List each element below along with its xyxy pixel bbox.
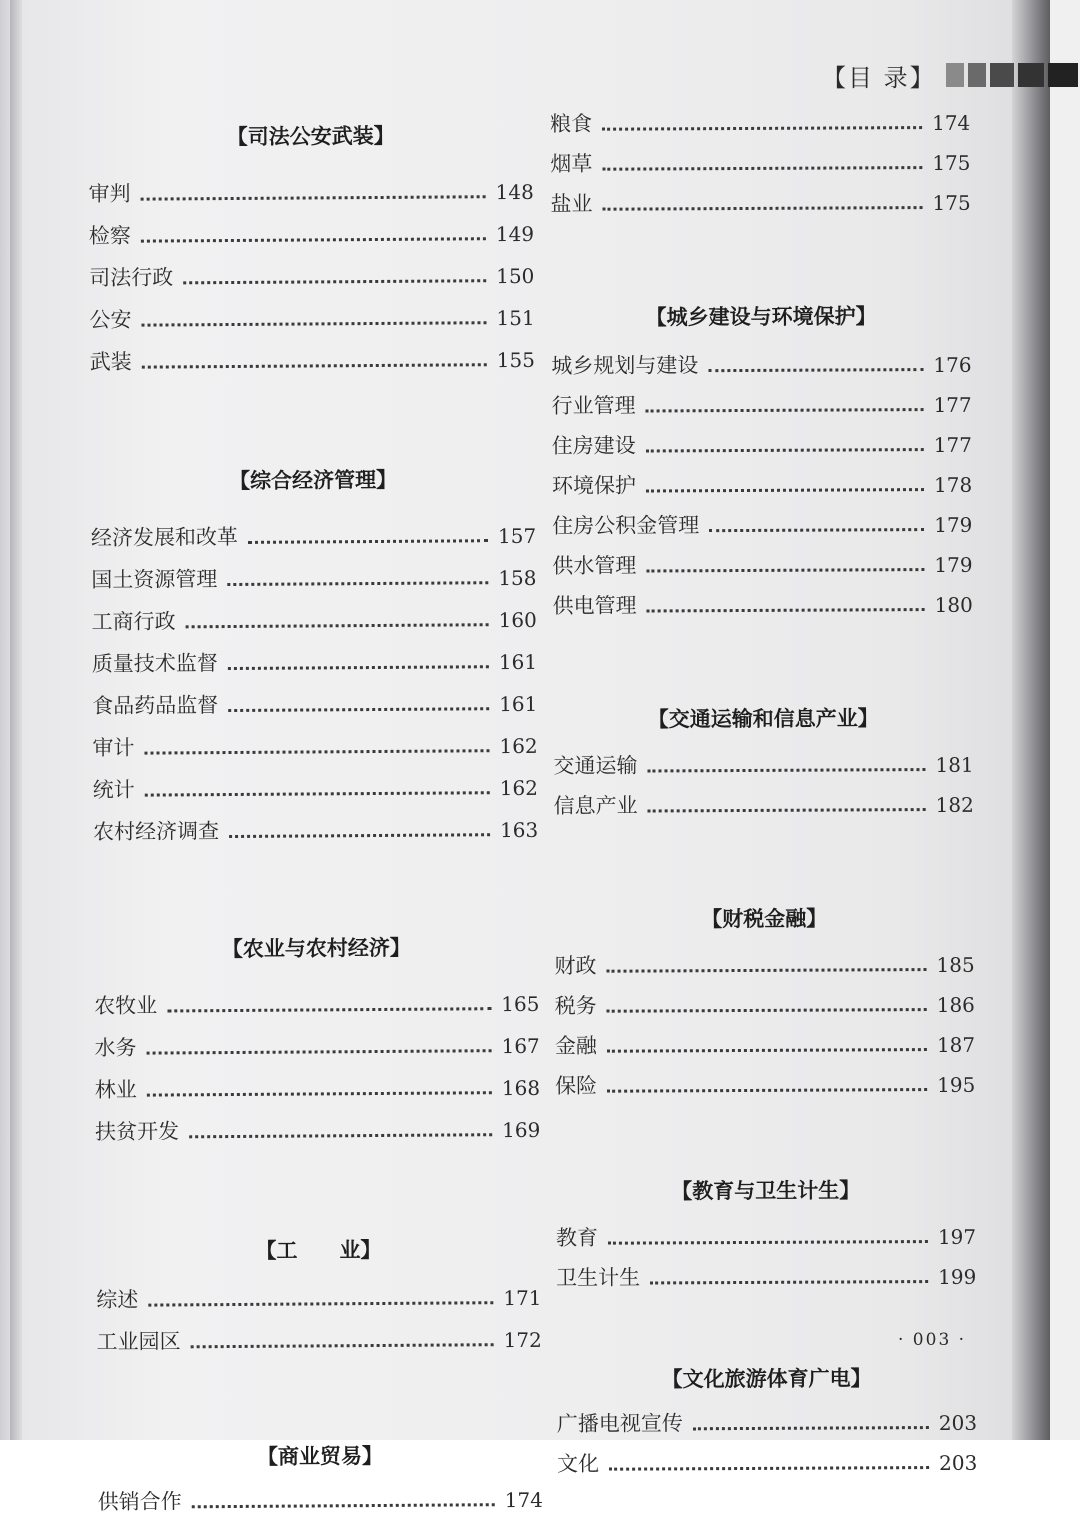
dot-leader [227,581,488,586]
toc-entry-label: 司法行政 [89,265,174,290]
toc-entry-label: 检察 [88,223,131,248]
toc-entry[interactable] [92,693,537,717]
toc-section [551,288,973,618]
toc-entry-page-number: 176 [933,352,972,377]
toc-entry-page-number: 186 [936,992,975,1017]
dot-leader [648,808,926,812]
toc-entry-label: 食品药品监督 [92,693,219,718]
dot-leader [141,195,486,200]
toc-entry-page-number: 148 [495,179,534,205]
toc-section [94,919,541,1144]
toc-entry-label: 扶贫开发 [95,1119,180,1144]
toc-entry[interactable] [89,223,534,247]
toc-entry[interactable] [98,1489,543,1513]
toc-entry-page-number: 165 [501,991,540,1017]
toc-entry-page-number: 168 [501,1075,541,1101]
dot-leader [147,1091,492,1096]
header-bar [990,63,1014,87]
toc-entry[interactable] [551,394,971,417]
toc-entry-label: 经济发展和改革 [90,524,239,550]
toc-section [550,108,971,216]
toc-entry-label: 审计 [92,735,135,760]
toc-entry[interactable] [89,265,534,289]
dot-leader [192,1503,495,1508]
toc-entry-page-number: 178 [933,472,973,497]
dot-leader [607,1048,927,1053]
toc-entry-label: 供销合作 [97,1489,182,1514]
header-bar [1048,63,1078,87]
dot-leader [228,707,489,712]
toc-entry[interactable] [552,554,972,577]
toc-section [556,1350,978,1476]
dot-leader [229,833,490,838]
toc-entry-page-number: 161 [499,691,538,717]
toc-entry[interactable] [556,1226,976,1249]
section-title: 【文化旅游体育广电】 [661,1366,872,1392]
dot-leader [144,749,489,754]
toc-entry[interactable] [552,434,972,457]
toc-entry-page-number: 175 [932,150,971,175]
toc-entry[interactable] [93,777,538,801]
toc-section [97,1427,543,1514]
toc-entry-label: 保险 [555,1073,598,1098]
toc-entry-label: 烟草 [550,151,593,176]
toc-entry[interactable] [553,754,973,777]
toc-entry-label: 文化 [557,1451,600,1476]
dot-leader [186,623,489,628]
dot-leader [248,539,488,544]
dot-leader [603,206,923,211]
page-header [822,58,1078,92]
dot-leader [607,1088,927,1093]
toc-entry-page-number: 180 [934,592,973,617]
toc-entry[interactable] [557,1412,977,1435]
toc-entry-label: 农牧业 [94,993,158,1018]
section-title: 【交通运输和信息产业】 [647,706,879,732]
toc-entry-page-number: 162 [499,775,539,801]
toc-entry-page-number: 163 [499,817,539,843]
toc-section [96,1221,542,1354]
toc-entry[interactable] [551,354,971,377]
dot-leader [646,568,924,572]
dot-leader [602,166,922,171]
toc-entry[interactable] [91,567,536,591]
toc-entry-page-number: 161 [498,649,538,675]
toc-entry[interactable] [550,112,970,135]
toc-section [88,107,536,374]
toc-entry-page-number: 174 [932,110,971,135]
toc-entry-label: 供水管理 [552,553,637,578]
header-title: 【目 录】 [822,63,936,92]
dot-leader [650,1280,928,1284]
toc-entry-label: 工商行政 [91,609,176,634]
section-title: 【商业贸易】 [256,1443,383,1469]
toc-section [553,690,974,818]
book-spine-shadow [1012,0,1050,1440]
toc-entry-page-number: 177 [933,392,972,417]
toc-entry-label: 广播电视宣传 [556,1411,683,1436]
toc-entry-page-number: 179 [934,512,973,537]
toc-entry-label: 综述 [96,1287,139,1312]
dot-leader [145,791,490,796]
toc-entry-label: 盐业 [550,191,593,216]
toc-entry-page-number: 157 [497,523,537,549]
dot-leader [646,408,924,412]
dot-leader [693,1426,929,1430]
dot-leader [142,363,487,368]
dot-leader [647,608,925,612]
toc-entry-page-number: 149 [495,221,535,247]
toc-entry-label: 城乡规划与建设 [551,353,699,378]
toc-entry[interactable] [91,525,536,549]
dot-leader [708,368,923,372]
dot-leader [141,321,486,326]
toc-entry-page-number: 150 [496,263,535,289]
toc-section [90,451,539,844]
toc-entry-label: 粮食 [550,111,593,136]
toc-entry-page-number: 167 [501,1033,540,1059]
toc-entry-page-number: 158 [498,565,537,591]
toc-entry-page-number: 203 [939,1450,978,1475]
toc-entry-page-number: 151 [496,305,535,331]
toc-entry[interactable] [94,1035,539,1059]
toc-entry[interactable] [89,307,534,331]
dot-leader [147,1049,492,1054]
toc-entry[interactable] [555,1074,975,1097]
toc-entry-label: 卫生计生 [556,1265,641,1290]
toc-entry-page-number: 155 [496,347,536,373]
toc-entry-page-number: 162 [499,733,538,759]
toc-entry-label: 行业管理 [551,393,636,418]
toc-entry-page-number: 179 [934,552,973,577]
toc-entry[interactable] [89,181,534,205]
toc-entry[interactable] [556,1266,976,1289]
toc-entry-label: 林业 [94,1077,137,1102]
toc-section [554,890,976,1098]
toc-entry-label: 环境保护 [551,473,637,498]
toc-entry-page-number: 174 [504,1487,543,1513]
toc-entry-label: 信息产业 [553,793,638,818]
toc-entry-page-number: 171 [503,1285,542,1311]
dot-leader [607,968,927,973]
dot-leader [602,126,922,131]
dot-leader [646,488,924,492]
toc-entry[interactable] [90,349,535,373]
toc-entry-label: 公安 [89,307,132,332]
dot-leader [167,1007,491,1012]
toc-entry[interactable] [96,1287,541,1311]
toc-entry[interactable] [92,735,537,759]
section-title: 【农业与农村经济】 [221,935,411,962]
toc-entry-label: 住房公积金管理 [552,513,700,538]
toc-entry-page-number: 182 [935,792,974,817]
toc-entry-page-number: 203 [938,1410,978,1435]
toc-entry-label: 供电管理 [552,593,637,618]
section-title: 【综合经济管理】 [229,467,398,494]
toc-entry[interactable] [553,594,973,617]
toc-entry-label: 住房建设 [551,433,636,458]
toc-entry-page-number: 199 [938,1264,977,1289]
dot-leader [647,768,925,772]
toc-entry-page-number: 175 [932,190,971,215]
toc-entry[interactable] [557,1452,977,1475]
toc-entry-page-number: 172 [503,1327,542,1353]
dot-leader [608,1240,928,1245]
dot-leader [709,528,924,532]
toc-entry[interactable] [550,192,970,215]
toc-entry-page-number: 187 [936,1032,976,1057]
toc-section [555,1162,977,1290]
toc-entry-label: 工业园区 [96,1329,181,1354]
toc-entry-page-number: 169 [502,1117,541,1143]
toc-entry[interactable] [95,1119,540,1143]
header-bar [946,63,964,87]
toc-entry-label: 财政 [554,953,597,978]
toc-entry-page-number: 160 [498,607,537,633]
toc-entry-label: 水务 [94,1035,137,1060]
header-decoration-bars [946,63,1078,87]
toc-entry-label: 税务 [554,993,597,1018]
toc-entry-label: 审判 [88,181,131,206]
dot-leader [646,448,924,452]
dot-leader [228,665,489,670]
dot-leader [607,1008,927,1013]
toc-entry-page-number: 197 [937,1224,977,1249]
toc-entry-label: 金融 [554,1033,597,1058]
section-title: 【工 业】 [255,1237,382,1263]
page-number: · 003 · [898,1330,967,1350]
dot-leader [141,237,486,242]
toc-entry[interactable] [552,514,972,537]
book-page [10,0,1050,1514]
toc-entry-label: 统计 [92,777,135,802]
header-bar [968,63,986,87]
toc-entry[interactable] [93,819,538,843]
section-title: 【财税金融】 [701,906,828,932]
header-bar [1018,63,1044,87]
toc-entry-page-number: 177 [933,432,973,457]
toc-entry-label: 教育 [555,1225,598,1250]
toc-entry-label: 交通运输 [553,753,638,778]
toc-entry-label: 国土资源管理 [91,567,218,592]
dot-leader [191,1343,494,1348]
toc-entry[interactable] [555,994,975,1017]
toc-entry[interactable] [552,474,972,497]
toc-entry[interactable] [554,954,974,977]
toc-entry-page-number: 185 [936,952,975,977]
toc-left-column [88,107,543,1514]
page-left-edge [10,0,22,1440]
toc-entry[interactable] [92,609,537,633]
toc-entry[interactable] [554,794,974,817]
dot-leader [609,1466,929,1471]
toc-entry[interactable] [94,993,539,1017]
section-title: 【教育与卫生计生】 [671,1178,861,1204]
toc-entry-label: 质量技术监督 [91,651,218,676]
toc-entry[interactable] [97,1329,542,1353]
toc-entry-label: 农村经济调查 [92,819,220,844]
section-title: 【司法公安武装】 [226,123,395,150]
toc-entry[interactable] [95,1077,540,1101]
toc-entry-page-number: 195 [937,1072,976,1097]
dot-leader [189,1133,492,1138]
toc-entry[interactable] [550,152,970,175]
toc-entry-page-number: 181 [935,752,974,777]
toc-entry[interactable] [555,1034,975,1057]
dot-leader [148,1301,493,1306]
toc-entry[interactable] [92,651,537,675]
dot-leader [183,279,486,284]
toc-entry-label: 武装 [89,349,132,374]
section-title: 【城乡建设与环境保护】 [645,304,877,330]
